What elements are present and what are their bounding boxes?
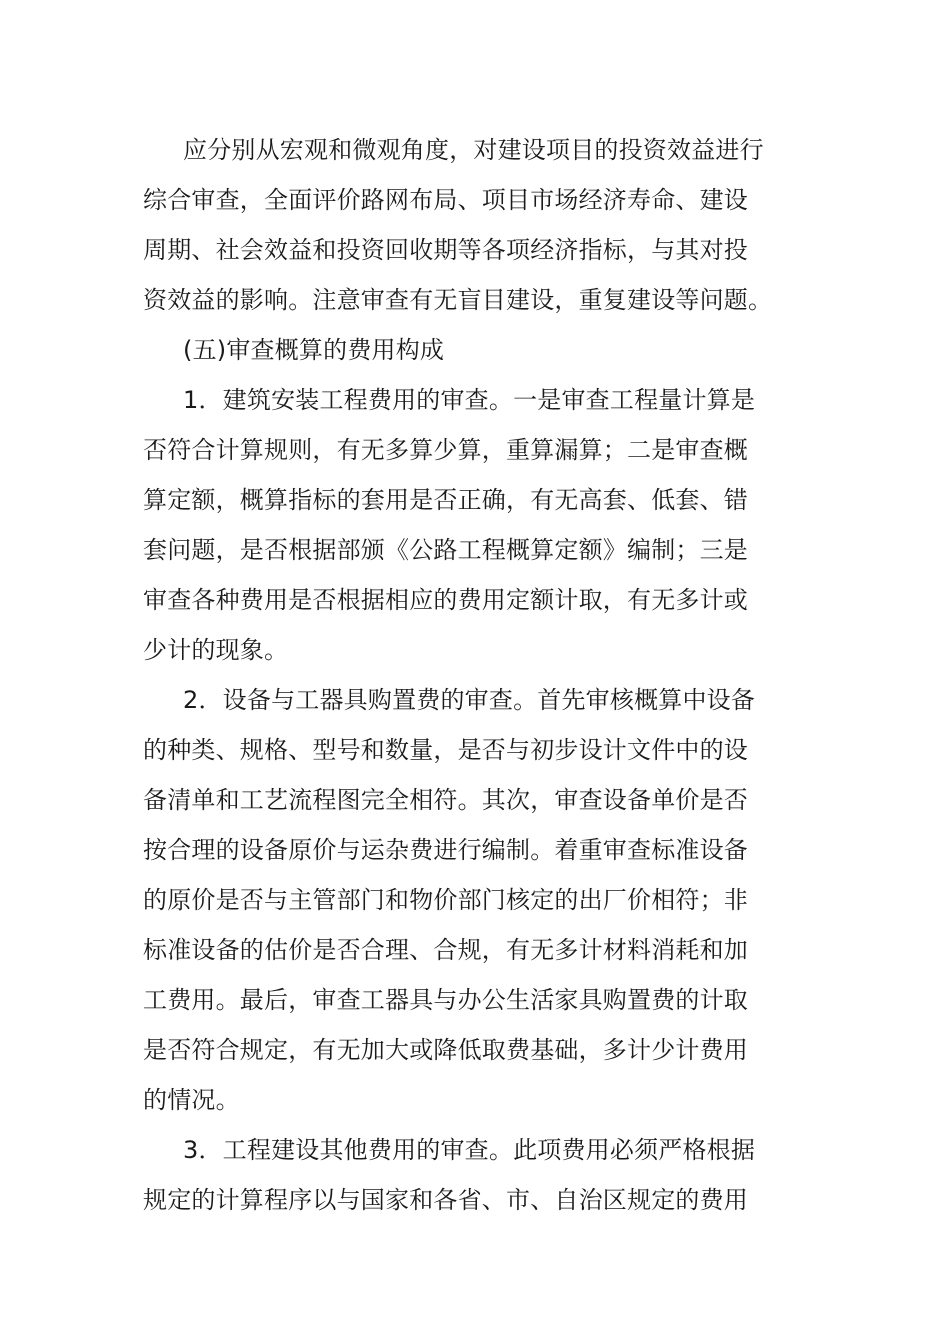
text-line: (五)审查概算的费用构成 <box>183 336 445 364</box>
paragraph-1 <box>143 125 803 325</box>
text-line: 是否符合规定，有无加大或降低取费基础，多计少计费用 <box>143 1036 748 1064</box>
text-line: 的原价是否与主管部门和物价部门核定的出厂价相符；非 <box>143 886 748 914</box>
text-line: 标准设备的估价是否合理、合规，有无多计材料消耗和加 <box>143 936 748 964</box>
text-line: 备清单和工艺流程图完全相符。其次，审查设备单价是否 <box>143 786 748 814</box>
text-line: 周期、社会效益和投资回收期等各项经济指标，与其对投 <box>143 236 748 264</box>
text-line: 算定额，概算指标的套用是否正确，有无高套、低套、错 <box>143 486 748 514</box>
text-line: 少计的现象。 <box>143 636 289 664</box>
text-line: 的种类、规格、型号和数量，是否与初步设计文件中的设 <box>143 736 748 764</box>
text-line: 按合理的设备原价与运杂费进行编制。着重审查标准设备 <box>143 836 748 864</box>
paragraph-4 <box>143 675 803 1125</box>
document-body <box>143 125 803 1225</box>
text-line: 综合审查，全面评价路网布局、项目市场经济寿命、建设 <box>143 186 748 214</box>
text-line: 套问题，是否根据部颁《公路工程概算定额》编制；三是 <box>143 536 748 564</box>
paragraph-5 <box>143 1125 803 1225</box>
text-line: 工费用。最后，审查工器具与办公生活家具购置费的计取 <box>143 986 748 1014</box>
text-line: 资效益的影响。注意审查有无盲目建设，重复建设等问题。 <box>143 286 773 314</box>
section-heading <box>143 325 803 375</box>
text-line: 2．设备与工器具购置费的审查。首先审核概算中设备 <box>183 686 756 714</box>
text-line: 否符合计算规则，有无多算少算，重算漏算；二是审查概 <box>143 436 748 464</box>
text-line: 审查各种费用是否根据相应的费用定额计取，有无多计或 <box>143 586 748 614</box>
text-line: 3．工程建设其他费用的审查。此项费用必须严格根据 <box>183 1136 756 1164</box>
text-line: 的情况。 <box>143 1086 240 1114</box>
text-line: 应分别从宏观和微观角度，对建设项目的投资效益进行 <box>183 136 764 164</box>
text-line: 规定的计算程序以与国家和各省、市、自治区规定的费用 <box>143 1186 748 1214</box>
text-line: 1．建筑安装工程费用的审查。一是审查工程量计算是 <box>183 386 756 414</box>
paragraph-3 <box>143 375 803 675</box>
